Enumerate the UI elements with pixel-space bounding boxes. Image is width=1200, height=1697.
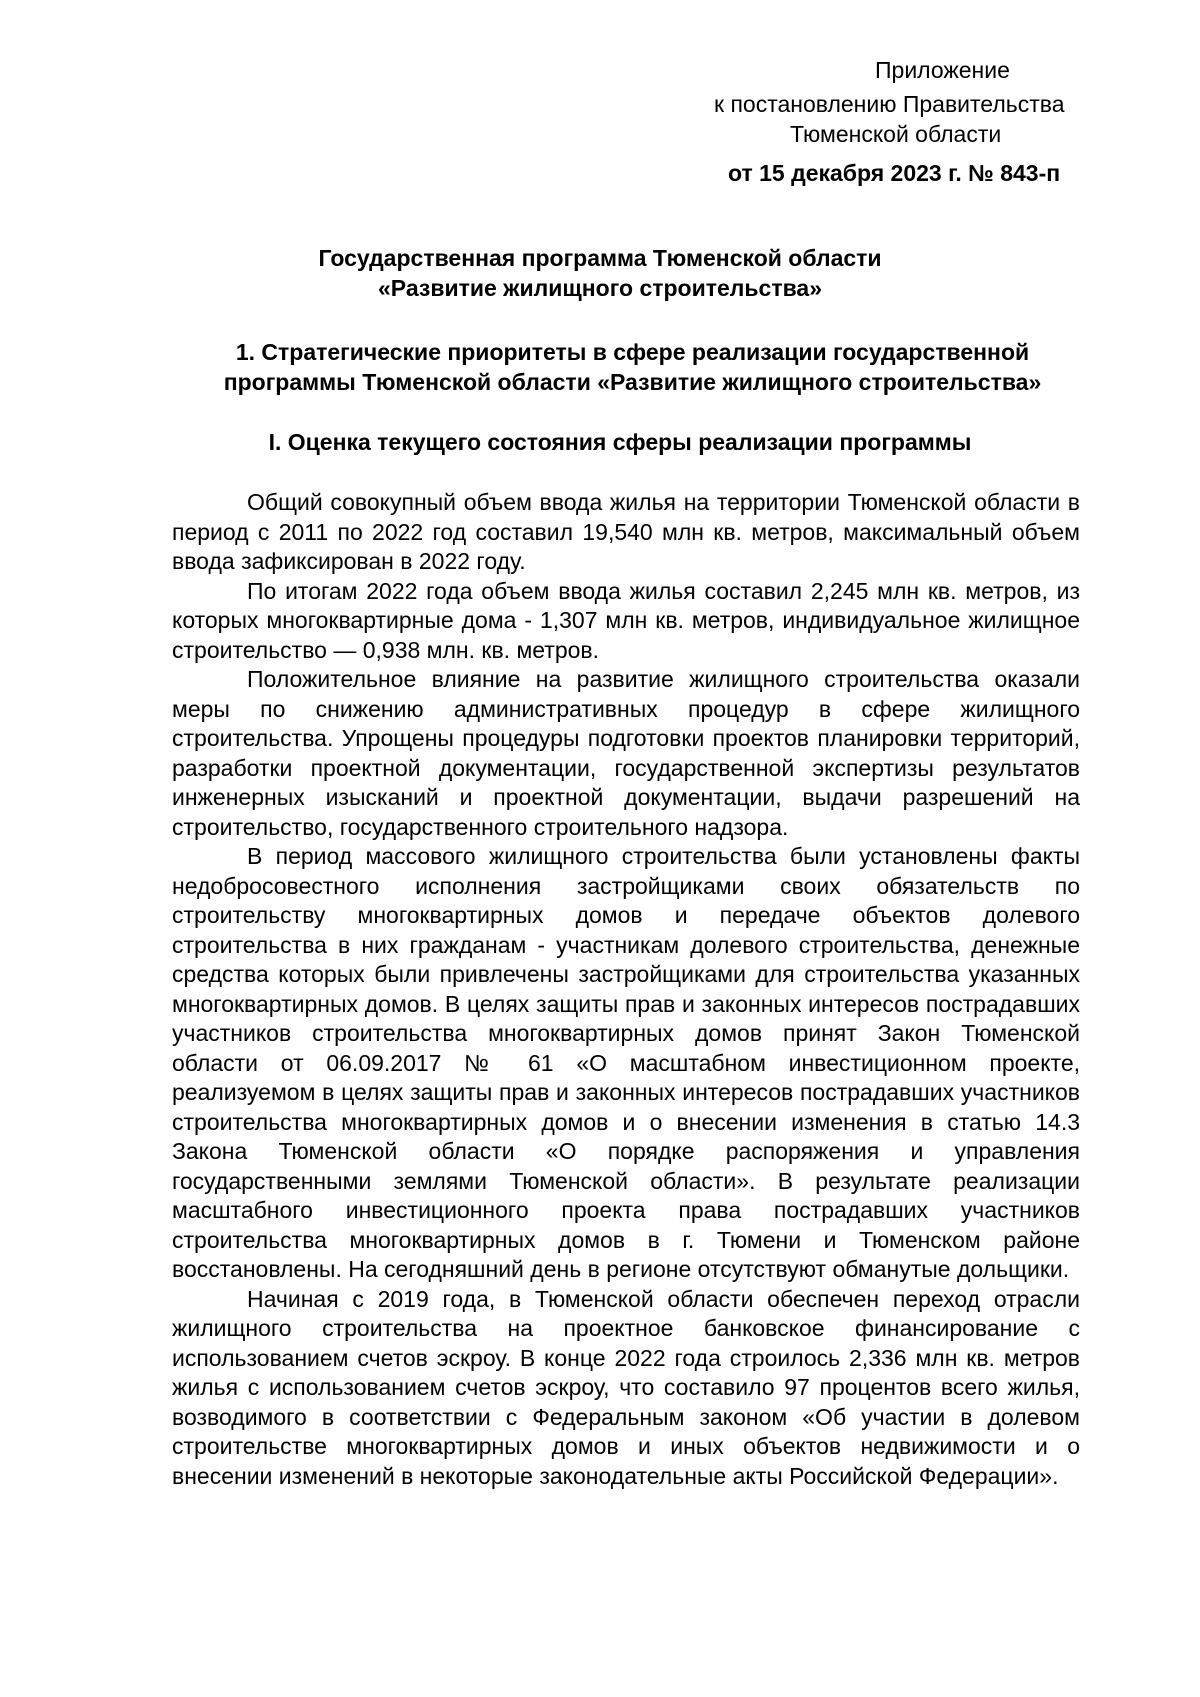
paragraph: Начиная с 2019 года, в Тюменской области обеспечен переход отрасли жилищного строительства на проектное банковское финансирование с использованием счетов эскроу. В конце 2022 года строилось 2,336 млн кв. метров жилья с использованием счетов эскроу, что составило 97 процентов всего жилья, возводимого в соответствии с Федеральным законом «Об участии в долевом строительстве многоквартирных домов и иных объектов недвижимости и о внесении изменений в некоторые законодательные акты Российской Федерации». [172, 1285, 1080, 1489]
body-text [172, 488, 1080, 1491]
section-title-line-1: 1. Стратегические приоритеты в сфере реализации государственной [235, 339, 1030, 365]
section-title [175, 337, 1090, 397]
document-title-line-1: Государственная программа Тюменской области [318, 245, 882, 271]
decree-date: от 15 декабря 2023 г. № 843-п [728, 160, 1061, 186]
paragraph: В период массового жилищного строительства были установлены факты недобросовестного исполнения застройщиками своих обязательств по строительству многоквартирных домов и передаче объектов долевого строительства в них гражданам - участникам долевого строительства, денежные средства которых были привлечены застройщиками для строительства указанных многоквартирных домов. В целях защиты прав и законных интересов пострадавших участников строительства многоквартирных домов принят Закон Тюменской области от 06.09.2017 № 61 «О масштабном инвестиционном проекте, реализуемом в целях защиты прав и законных интересов пострадавших участников строительства многоквартирных домов и о внесении изменения в статью 14.3 Закона Тюменской области «О порядке распоряжения и управления государственными землями Тюменской области». В результате реализации масштабного инвестиционного проекта права пострадавших участников строительства многоквартирных домов в г. Тюмени и Тюменском районе восстановлены. На сегодняшний день в регионе отсутствуют обманутые дольщики. [172, 843, 1080, 1282]
section-title-line-2: программы Тюменской области «Развитие жилищного строительства» [223, 369, 1042, 395]
appendix-label: Приложение [875, 57, 1010, 83]
paragraph: Общий совокупный объем ввода жилья на территории Тюменской области в период с 2011 по 2022 год составил 19,540 млн кв. метров, максимальный объем ввода зафиксирован в 2022 году. [172, 489, 1080, 574]
paragraph: Положительное влияние на развитие жилищного строительства оказали меры по снижению административных процедур в сфере жилищного строительства. Упрощены процедуры подготовки проектов планировки территорий, разработки проектной документации, государственной экспертизы результатов инженерных изысканий и проектной документации, выдачи разрешений на строительство, государственного строительного надзора. [172, 666, 1080, 840]
appendix-region: Тюменской области [790, 121, 1002, 147]
paragraph: По итогам 2022 года объем ввода жилья составил 2,245 млн кв. метров, из которых многоквартирные дома - 1,307 млн кв. метров, индивидуальное жилищное строительство — 0,938 млн. кв. метров. [172, 577, 1080, 663]
document-title-line-2: «Развитие жилищного строительства» [377, 275, 823, 301]
appendix-to-decree: к постановлению Правительства [714, 91, 1065, 117]
appendix-header [700, 55, 1120, 188]
document-title [170, 243, 1030, 303]
subsection-title: I. Оценка текущего состояния сферы реализации программы [268, 429, 972, 455]
